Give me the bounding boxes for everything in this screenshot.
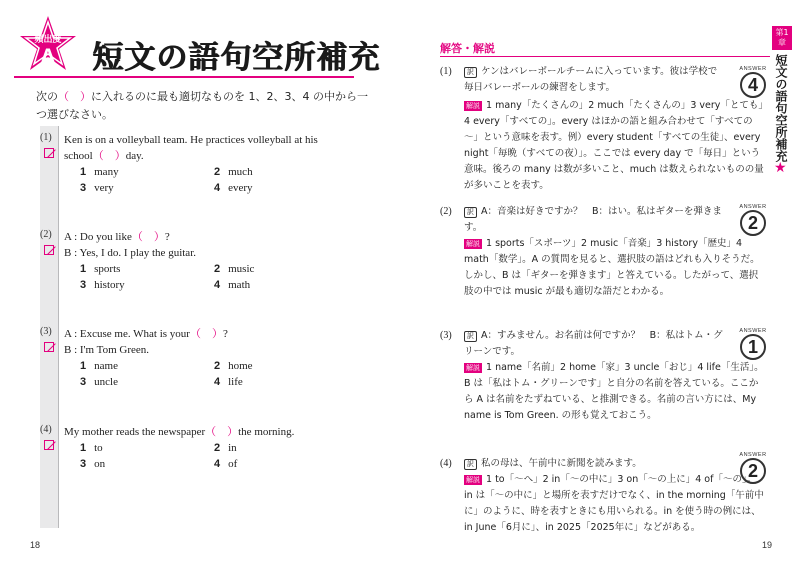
answer-badge: ANSWER 4	[734, 66, 772, 100]
answer-badge: ANSWER 2	[734, 452, 772, 486]
answer-4	[440, 456, 770, 533]
question-line: My mother reads the newspaper（ ）the morning.	[64, 426, 295, 438]
answer-value: 2	[740, 210, 766, 236]
answer-heading: 解答・解説	[440, 42, 495, 55]
option[interactable]: 2 much	[214, 166, 253, 178]
option[interactable]: 4 of	[214, 458, 238, 470]
option[interactable]: 1 name	[80, 360, 118, 372]
option[interactable]: 2 in	[214, 442, 237, 454]
answer-badge: ANSWER 2	[734, 204, 772, 238]
question-4	[40, 424, 364, 494]
answer-blank: （ ）	[205, 426, 239, 438]
question-3	[40, 326, 364, 396]
option[interactable]: 4 every	[214, 182, 253, 194]
option[interactable]: 3 history	[80, 279, 125, 291]
answer-translation: 訳 ケンはバレーボールチームに入っています。彼は学校で毎日バレーボールの練習をします。	[464, 66, 718, 93]
explanation-tag: 解説	[466, 240, 480, 248]
answer-1	[440, 64, 770, 194]
checkbox-icon[interactable]	[44, 440, 54, 450]
question-line: B : I'm Tom Green.	[64, 344, 150, 356]
question-line: B : Yes, I do. I play the guitar.	[64, 247, 196, 259]
star-badge-icon	[14, 14, 82, 82]
explanation-tag: 解説	[466, 102, 480, 110]
answer-badge: ANSWER 1	[734, 328, 772, 362]
option[interactable]: 2 music	[214, 263, 255, 275]
explanation-tag: 解説	[466, 364, 480, 372]
answer-value: 2	[740, 458, 766, 484]
option[interactable]: 2 home	[214, 360, 253, 372]
option[interactable]: 3 very	[80, 182, 114, 194]
answer-explanation: 解説 1 many「たくさんの」2 much「たくさんの」3 very「とても」4 every「すべての」。every はほかの語と組み合わせて「すべての～」という意味を表す。例）every student「すべての生徒」、every night「毎晩（すべての夜）」。ここでは every day で「毎日」という意味。後ろの many は数が多いこと、much は数えられないものの量が多いことを表す。	[464, 100, 764, 191]
answer-heading-line	[440, 56, 770, 57]
answer-blank: （ ）	[131, 231, 165, 243]
answer-3	[440, 328, 770, 428]
question-2	[40, 229, 364, 299]
instruction-before: 次の	[36, 90, 58, 103]
option[interactable]: 4 math	[214, 279, 251, 291]
answer-translation: 訳 私の母は、午前中に新聞を読みます。	[464, 456, 726, 472]
chapter-title-vertical: 短文の語句空所補充	[774, 54, 788, 162]
question-text	[64, 424, 360, 440]
page-number-right: 19	[762, 540, 773, 550]
chapter-label: 第1章	[772, 26, 792, 50]
page-title: 短文の語句空所補充	[92, 40, 380, 76]
option[interactable]: 3 uncle	[80, 376, 118, 388]
answer-translation: 訳 A：すみません。お名前は何ですか？ B：私はトム・グリーンです。	[464, 330, 723, 357]
option[interactable]: 1 many	[80, 166, 119, 178]
translation-tag: 訳	[464, 459, 477, 470]
question-number: (2)	[40, 229, 52, 240]
question-number: (3)	[40, 326, 52, 337]
question-text	[64, 132, 360, 164]
answer-number: (4)	[440, 458, 452, 469]
option[interactable]: 3 on	[80, 458, 106, 470]
answer-explanation: 解説 1 to「～へ」2 in「～の中に」3 on「～の上に」4 of「～の」。in は「～の中に」と場所を表すだけでなく、in the morning「午前中に」のように、時を表すときにも用いられる。in を使う時の例には、in June「6月に」、in 2025「2025年に」などがある。	[464, 474, 764, 533]
translation-tag: 訳	[464, 207, 477, 218]
question-line: school（ ）day.	[64, 150, 144, 162]
chapter-tab	[772, 26, 792, 174]
answer-number: (2)	[440, 206, 452, 217]
page-number-left: 18	[30, 540, 41, 550]
star-icon: ★	[774, 160, 787, 176]
question-text	[64, 229, 360, 261]
answer-translation: 訳 A：音楽は好きですか？ B：はい。私はギターを弾きます。	[464, 206, 722, 233]
question-text	[64, 326, 360, 358]
title-underline	[14, 76, 354, 78]
badge-letter: A	[40, 44, 56, 69]
question-number: (1)	[40, 132, 52, 143]
instruction-text	[36, 88, 376, 124]
question-line: Ken is on a volleyball team. He practices volleyball at his	[64, 134, 318, 146]
answer-explanation: 解説 1 sports「スポーツ」2 music「音楽」3 history「歴史」4 math「数学」。A の質問を見ると、選択肢の語はどれも入りそうだ。しかし、B は「ギターを弾きます」と答えている。したがって、選択肢の中では music が最も適切な語だとわかる。	[464, 238, 760, 297]
option[interactable]: 4 life	[214, 376, 243, 388]
answer-2	[440, 204, 770, 304]
translation-tag: 訳	[464, 331, 477, 342]
answer-number: (3)	[440, 330, 452, 341]
answer-blank: （ ）	[189, 328, 223, 340]
question-line: A : Do you like（ ）?	[64, 231, 170, 243]
checkbox-icon[interactable]	[44, 148, 54, 158]
option[interactable]: 1 to	[80, 442, 103, 454]
instruction-blank: （ ）	[58, 90, 91, 103]
checkbox-icon[interactable]	[44, 342, 54, 352]
translation-tag: 訳	[464, 67, 477, 78]
answer-explanation: 解説 1 name「名前」2 home「家」3 uncle「おじ」4 life「生活」。B は「私はトム・グリーンです」と自分の名前を答えている。ここから A は名前をたずねている、と推測できる。名前の言い方には、My name is Tom Green. の形も覚えておこう。	[464, 362, 764, 421]
answer-blank: （ ）	[92, 150, 126, 162]
answer-value: 4	[740, 72, 766, 98]
question-1	[40, 132, 364, 202]
checkbox-icon[interactable]	[44, 245, 54, 255]
answer-number: (1)	[440, 66, 452, 77]
frequency-badge	[14, 14, 82, 82]
badge-top-text: 頻出度	[34, 35, 62, 45]
question-number: (4)	[40, 424, 52, 435]
answer-value: 1	[740, 334, 766, 360]
explanation-tag: 解説	[466, 476, 480, 484]
instruction-after: に入れるのに最も適切なものを 1、2、3、4 の中から一つ選びなさい。	[36, 90, 368, 121]
question-line: A : Excuse me. What is your（ ）?	[64, 328, 228, 340]
option[interactable]: 1 sports	[80, 263, 121, 275]
